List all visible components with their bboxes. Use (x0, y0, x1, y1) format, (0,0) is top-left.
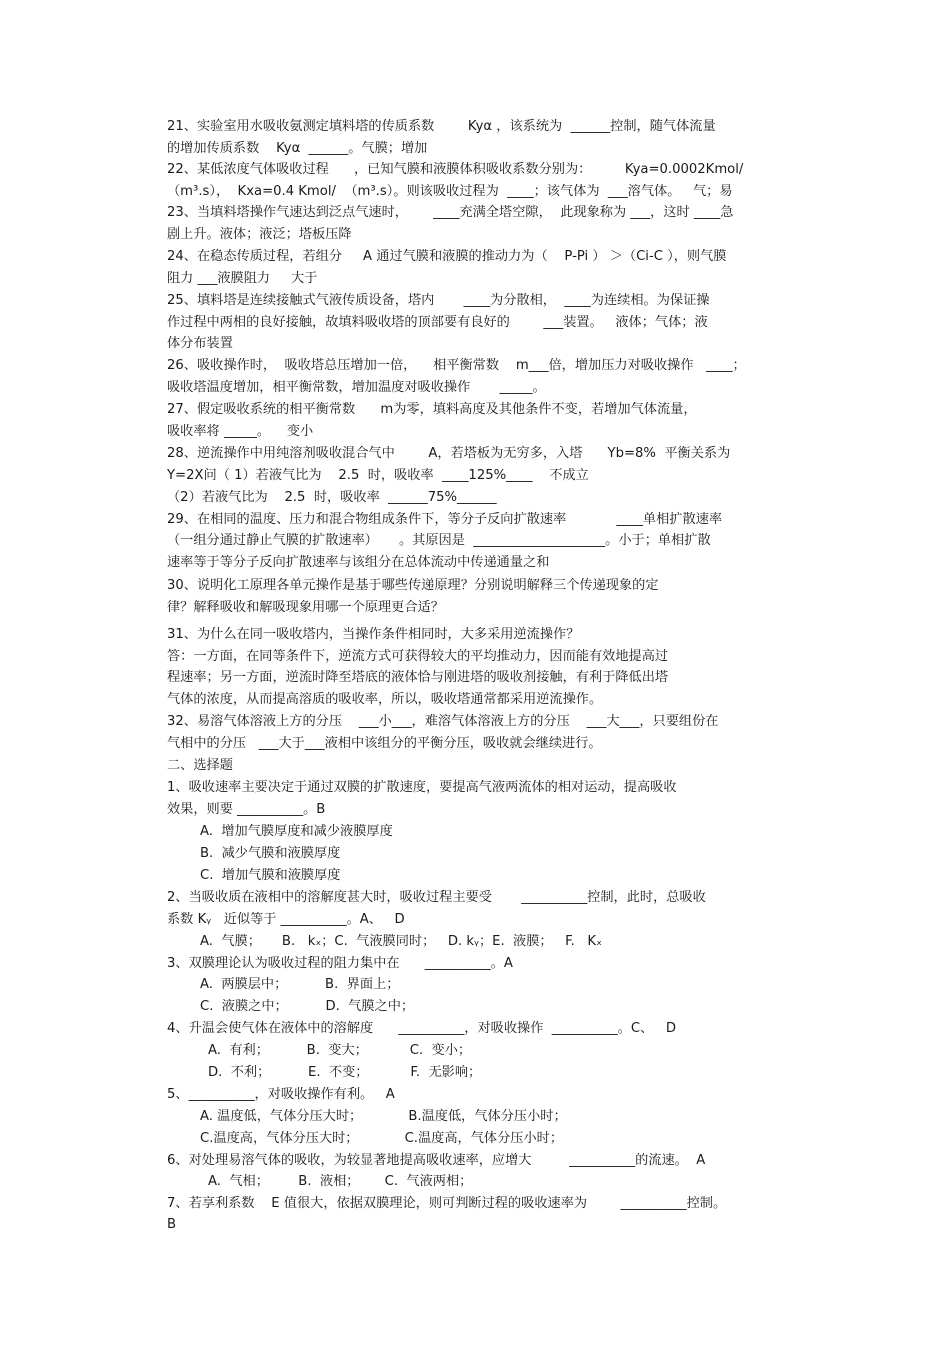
text-line: 25、填料塔是连续接触式气液传质设备，塔内 ____为分散相， ____为连续相。为保证操 (167, 293, 710, 308)
text-line: 28、逆流操作中用纯溶剂吸收混合气中 A，若塔板为无穷多，入塔 Yb=8% 平衡关系为 (167, 446, 731, 461)
text-line: 22、某低浓度气体吸收过程 ，已知气膜和液膜体积吸收系数分别为： Kya=0.0002Kmol/ (167, 162, 744, 177)
option-line: D. 不利； E. 不变； F. 无影响； (208, 1065, 482, 1080)
text-line: （一组分通过静止气膜的扩散速率） 。其原因是 ____________________。小于；单相扩散 (167, 533, 711, 548)
text-line: 23、当填料塔操作气速达到泛点气速时， ____充满全塔空隙， 此现象称为 ___，这时 ____急 (167, 205, 734, 220)
text-line: 吸收塔温度增加，相平衡常数，增加温度对吸收操作 _____。 (167, 380, 546, 395)
option-line: A. 两膜层中； B. 界面上； (200, 977, 400, 992)
option-line: C. 增加气膜和液膜厚度 (200, 868, 341, 883)
option-line: A. 气相； B. 液相； C. 气液两相； (208, 1174, 473, 1189)
text-line: 1、吸收速率主要决定于通过双膜的扩散速度，要提高气液两流体的相对运动，提高吸收 (167, 780, 677, 795)
text-line: 答：一方面，在同等条件下，逆流方式可获得较大的平均推动力，因而能有效地提高过 (167, 649, 669, 664)
text-line: 31、为什么在同一吸收塔内，当操作条件相同时，大多采用逆流操作？ (167, 627, 580, 642)
text-line: 32、易溶气体溶液上方的分压 ___小___，难溶气体溶液上方的分压 ___大___，只要组份在 (167, 714, 719, 729)
option-line: A. 增加气膜厚度和减少液膜厚度 (200, 824, 393, 839)
option-line: A. 有利； B. 变大； C. 变小； (208, 1043, 472, 1058)
option-line: C. 液膜之中； D. 气膜之中； (200, 999, 415, 1014)
text-line: 5、__________，对吸收操作有利。 A (167, 1087, 395, 1102)
text-line: 24、在稳态传质过程，若组分 A 通过气膜和液膜的推动力为（ P-Pi ） ＞（Ci-C ），则气膜 (167, 249, 727, 264)
text-line: （m³.s）， Kxa=0.4 Kmol/ （m³.s）。则该吸收过程为 ____；该气体为 ___溶气体。 气；易 (167, 184, 733, 199)
text-line: 的增加传质系数 Kyα ______。气膜；增加 (167, 141, 428, 156)
text-line: 程速率；另一方面，逆流时降至塔底的液体恰与刚进塔的吸收剂接触，有利于降低出塔 (167, 670, 669, 685)
text-line: 29、在相同的温度、压力和混合物组成条件下，等分子反向扩散速率 ____单相扩散速率 (167, 512, 723, 527)
text-line: （2）若液气比为 2.5 时，吸收率 ______75%______ (167, 490, 497, 505)
section-heading: 二、选择题 (167, 758, 233, 773)
option-line: A. 温度低，气体分压大时； B.温度低，气体分压小时； (200, 1109, 567, 1124)
text-line: 26、吸收操作时， 吸收塔总压增加一倍， 相平衡常数 m___倍，增加压力对吸收操作 ____； (167, 358, 746, 373)
option-line: C.温度高，气体分压大时； C.温度高，气体分压小时； (200, 1131, 564, 1146)
text-line: 吸收率将 _____。 变小 (167, 424, 314, 439)
text-line: 阻力 ___液膜阻力 大于 (167, 271, 318, 286)
text-line: 气体的浓度，从而提高溶质的吸收率，所以，吸收塔通常都采用逆流操作。 (167, 692, 603, 707)
text-line: 21、实验室用水吸收氨测定填料塔的传质系数 Kyα ，该系统为 ______控制，随气体流量 (167, 119, 716, 134)
text-line: Y=2X问（ 1）若液气比为 2.5 时，吸收率 ____125%____ 不成立 (167, 468, 589, 483)
text-line: 系数 Kᵧ 近似等于 __________。A、 D (167, 912, 405, 927)
text-line: 体分布装置 (167, 336, 233, 351)
text-line: 气相中的分压 ___大于___液相中该组分的平衡分压，吸收就会继续进行。 (167, 736, 602, 751)
text-line: 效果，则要 __________。B (167, 802, 326, 817)
text-line: 4、升温会使气体在液体中的溶解度 __________，对吸收操作 __________。C、 D (167, 1021, 677, 1036)
text-line: 30、说明化工原理各单元操作是基于哪些传递原理？分别说明解释三个传递现象的定 (167, 578, 659, 593)
text-line: 6、对处理易溶气体的吸收，为较显著地提高吸收速率，应增大 __________的流速。 A (167, 1153, 706, 1168)
text-line: B (167, 1217, 177, 1232)
text-line: 7、若享利系数 E 值很大，依据双膜理论，则可判断过程的吸收速率为 __________控制。 (167, 1196, 727, 1211)
text-line: 剧上升。液体；液泛；塔板压降 (167, 227, 352, 242)
text-line: 2、当吸收质在液相中的溶解度甚大时，吸收过程主要受 __________控制，此时，总吸收 (167, 890, 706, 905)
option-line: B. 减少气膜和液膜厚度 (200, 846, 341, 861)
option-line: A. 气膜； B. kₓ；C. 气液膜同时； D. kᵧ；E. 液膜； F. Kₓ (200, 934, 602, 949)
text-line: 作过程中两相的良好接触，故填料吸收塔的顶部要有良好的 ___装置。 液体；气体；液 (167, 315, 708, 330)
text-line: 速率等于等分子反向扩散速率与该组分在总体流动中传递通量之和 (167, 555, 550, 570)
text-line: 3、双膜理论认为吸收过程的阻力集中在 __________。A (167, 956, 513, 971)
text-line: 27、假定吸收系统的相平衡常数 m为零，填料高度及其他条件不变，若增加气体流量， (167, 402, 697, 417)
text-line: 律？解释吸收和解吸现象用哪一个原理更合适？ (167, 600, 444, 615)
